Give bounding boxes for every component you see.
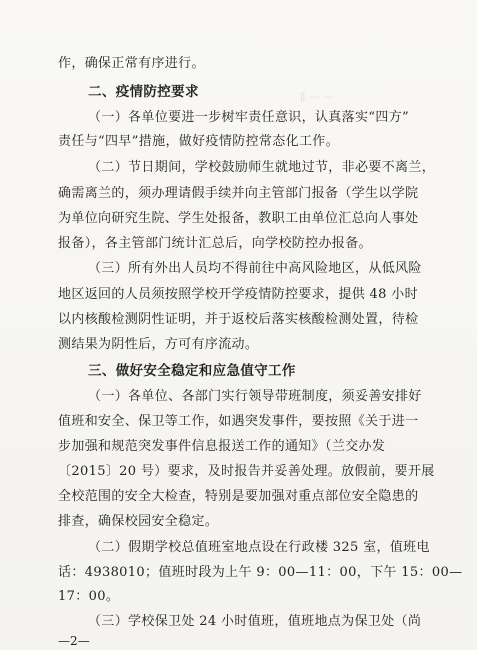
text-line-18: 全校范围的安全大检查，特别是要加强对重点部位安全隐患的: [58, 489, 419, 504]
text-line-12: 测结果为阴性后，方可有序流动。: [58, 337, 259, 352]
text-line-21: 话：4938010；值班时段为上午 9：00—11：00，下午 15：00—: [58, 565, 463, 580]
text-line-5: （二）节日期间，学校鼓励师生就地过节，非必要不离兰，: [88, 160, 436, 175]
text-line-6: 确需离兰的，须办理请假手续并向主管部门报备（学生以学院: [58, 186, 419, 201]
text-line-1: 作，确保正常有序进行。: [58, 56, 205, 71]
text-line-22: 17：00。: [58, 589, 120, 604]
text-line-16: 步加强和规范突发事件信息报送工作的通知》（兰交办发: [58, 439, 386, 454]
page-number: —2—: [58, 634, 90, 648]
text-line-8: 报备），各主管部门统计汇总后，向学校防控办报备。: [58, 236, 372, 251]
text-line-10: 地区返回的人员须按照学校开学疫情防控要求，提供 48 小时: [58, 287, 418, 302]
text-line-4: 责任与“四早”措施，做好疫情防控常态化工作。: [58, 134, 339, 149]
text-line-14: （一）各单位、各部门实行领导带班制度，须妥善安排好: [88, 389, 422, 404]
text-line-19: 排查，确保校园安全稳定。: [58, 514, 219, 529]
text-line-15: 值班和安全、保卫等工作，如遇突发事件，要按照《关于进一: [58, 414, 419, 429]
text-line-20: （二）假期学校总值班室地点设在行政楼 325 室，值班电: [88, 540, 430, 555]
text-line-17: 〔2015〕20 号）要求，及时报告并妥善处理。放假前，要开展: [58, 464, 435, 479]
text-line-7: 为单位向研究生院、学生处报备，教职工由单位汇总向人事处: [58, 211, 419, 226]
text-line-3: （一）各单位要进一步树牢责任意识，认真落实“四方”: [88, 110, 410, 125]
bleed-through-mark: ǁ — —: [300, 90, 335, 103]
section-heading-2: 二、疫情防控要求: [88, 84, 199, 100]
text-line-9: （三）所有外出人员均不得前往中高风险地区，从低风险: [88, 261, 422, 276]
text-line-11: 以内核酸检测阴性证明，并于返校后落实核酸检测处置，待检: [58, 312, 419, 327]
section-heading-3: 三、做好安全稳定和应急值守工作: [88, 363, 296, 379]
text-line-23: （三）学校保卫处 24 小时值班，值班地点为保卫处（尚: [88, 614, 422, 629]
